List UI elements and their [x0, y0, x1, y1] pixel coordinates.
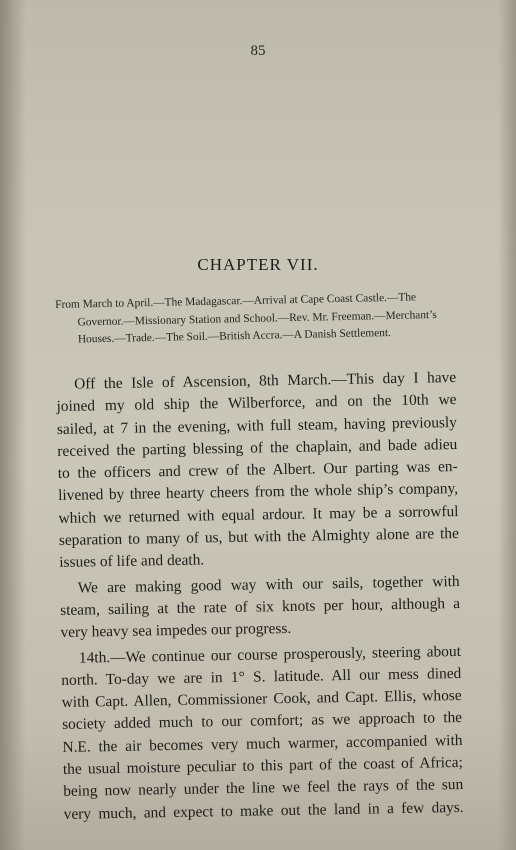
chapter-summary	[55, 289, 456, 350]
chapter-title: CHAPTER VII.	[197, 255, 319, 274]
text-line: 14th.—We continue our course prosperously, steering about	[78, 642, 462, 667]
text-line: very much, and expect to make out the land in a few days.	[63, 798, 464, 823]
paragraph	[56, 367, 459, 575]
text-line: Off the Isle of Ascension, 8th March.—This day I have	[74, 369, 457, 393]
text-line: joined my old ship the Wilberforce, and on the 10th we	[56, 391, 457, 416]
text-line: We are making good way with our sails, together with	[77, 572, 460, 597]
text-line: received the parting blessing of the chaplain, and bade adieu	[57, 435, 458, 460]
text-line: which we returned with equal ardour. It may be a sorrowful	[58, 502, 459, 527]
text-line: the usual moisture peculiar to this part of the coast of Africa;	[62, 754, 463, 778]
chapter-body	[56, 367, 464, 829]
page-number: 85	[250, 43, 266, 59]
text-line: north. To-day we are in 1° S. latitude. All our mess dined	[61, 664, 462, 689]
page-gutter-shadow	[0, 0, 26, 850]
text-line: very heavy sea impedes our progress.	[60, 620, 292, 642]
text-line: society added much to our comfort; as we approach to the	[61, 709, 463, 734]
text-line: being now nearly under the line we feel the rays of the sun	[63, 776, 464, 801]
summary-line: Houses.—Trade.—The Soil.—British Accra.—A Danish Settlement.	[77, 326, 392, 346]
text-line: steam, sailing at the rate of six knots per hour, although a	[59, 594, 461, 619]
paragraph	[61, 641, 464, 826]
text-line: livened by three hearty cheers from the whole ship’s company,	[57, 480, 459, 505]
summary-line: Governor.—Missionary Station and School.—Rev. Mr. Freeman.—Merchant’s	[77, 308, 437, 329]
text-line: sailed, at 7 in the evening, with full steam, having previously	[56, 413, 458, 438]
text-line: issues of life and death.	[59, 551, 205, 572]
text-line: N.E. the air becomes very much warmer, accompanied with	[62, 731, 463, 756]
paragraph	[60, 571, 461, 645]
text-line: to the officers and crew of the Albert. Our parting was en-	[57, 458, 458, 483]
summary-line: From March to April.—The Madagascar.—Arrival at Cape Coast Castle.—The	[55, 291, 417, 311]
text-line: with Capt. Allen, Commissioner Cook, and Capt. Ellis, whose	[61, 687, 462, 712]
text-line: separation to many of us, but with the Almighty alone are the	[58, 525, 459, 550]
page-edge-shadow	[498, 0, 516, 850]
